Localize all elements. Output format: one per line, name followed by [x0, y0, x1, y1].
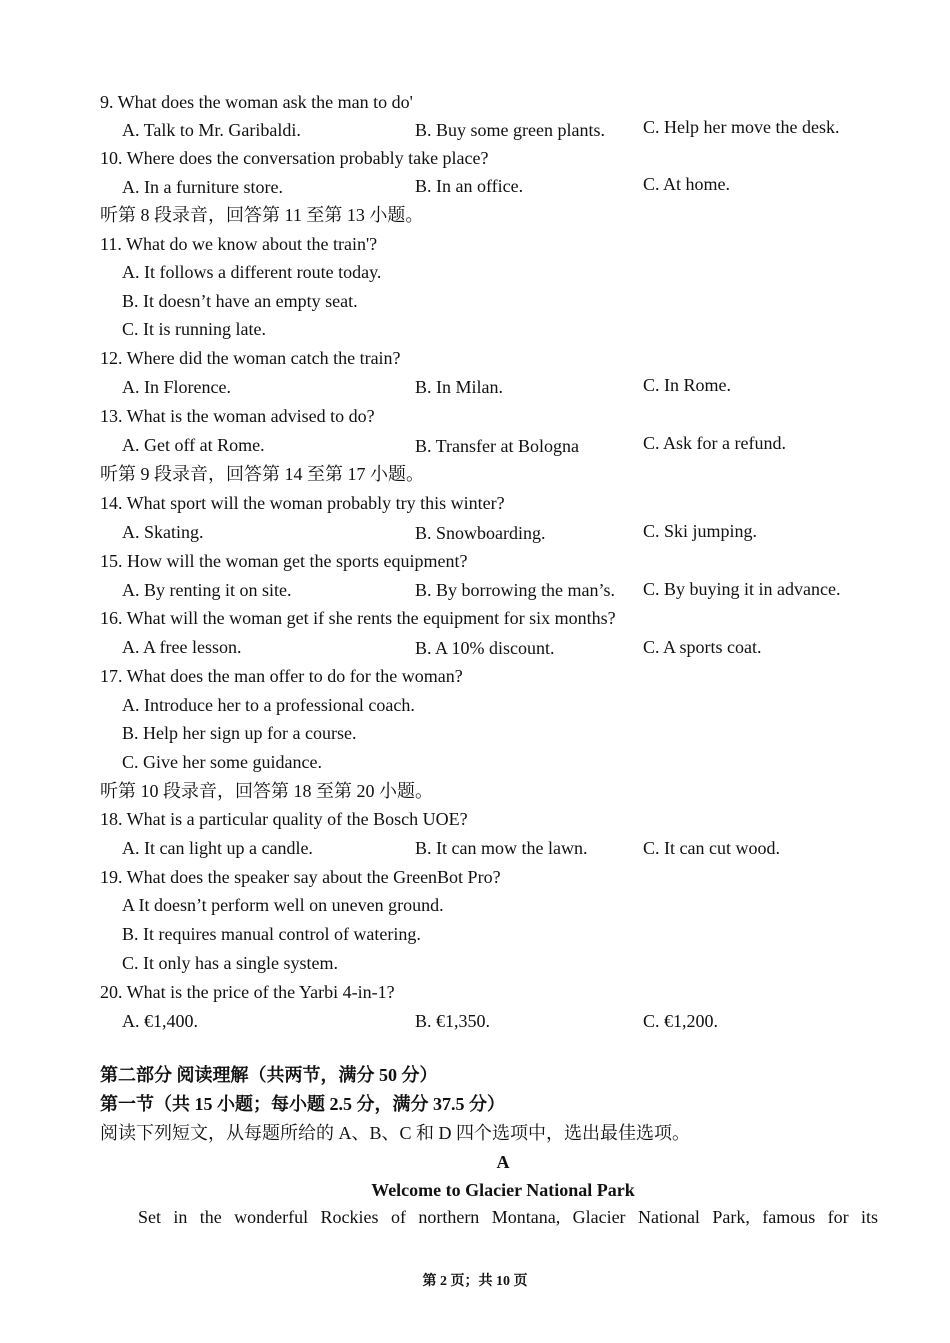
- question-9-stem: 9. What does the woman ask the man to do': [100, 92, 413, 112]
- section-10-heading: 听第 10 段录音，回答第 18 至第 20 小题。: [100, 781, 433, 801]
- question-14-stem: 14. What sport will the woman probably try this winter?: [100, 493, 505, 513]
- passage-first-line: Set in the wonderful Rockies of northern Montana, Glacier National Park, famous for its: [138, 1207, 878, 1227]
- question-11-option-b: B. It doesn’t have an empty seat.: [122, 291, 358, 311]
- question-10-stem: 10. Where does the conversation probably take place?: [100, 148, 489, 168]
- question-15-option-b: B. By borrowing the man’s.: [415, 580, 615, 600]
- question-10-option-c: C. At home.: [643, 174, 731, 194]
- question-16-option-a: A. A free lesson.: [122, 637, 242, 657]
- section-9-heading: 听第 9 段录音，回答第 14 至第 17 小题。: [100, 464, 424, 484]
- question-12-stem: 12. Where did the woman catch the train?: [100, 348, 401, 368]
- question-9-option-a: A. Talk to Mr. Garibaldi.: [122, 120, 301, 140]
- question-18-stem: 18. What is a particular quality of the Bosch UOE?: [100, 809, 468, 829]
- question-20-option-c: C. €1,200.: [643, 1011, 719, 1031]
- reading-section-title: 第一节（共 15 小题；每小题 2.5 分，满分 37.5 分）: [100, 1094, 505, 1114]
- passage-title: Welcome to Glacier National Park: [371, 1180, 635, 1200]
- question-17-stem: 17. What does the man offer to do for the woman?: [100, 666, 463, 686]
- question-13-option-b: B. Transfer at Bologna: [415, 436, 579, 456]
- question-16-stem: 16. What will the woman get if she rents the equipment for six months?: [100, 608, 616, 628]
- question-20-option-b: B. €1,350.: [415, 1011, 491, 1031]
- question-15-stem: 15. How will the woman get the sports equipment?: [100, 551, 468, 571]
- question-19-option-b: B. It requires manual control of watering.: [122, 924, 421, 944]
- question-10-option-a: A. In a furniture store.: [122, 177, 283, 197]
- question-15-option-c: C. By buying it in advance.: [643, 579, 841, 599]
- question-19-option-c: C. It only has a single system.: [122, 953, 338, 973]
- question-17-option-b: B. Help her sign up for a course.: [122, 723, 357, 743]
- question-10-option-b: B. In an office.: [415, 176, 524, 196]
- question-9-option-c: C. Help her move the desk.: [643, 117, 840, 137]
- question-16-option-c: C. A sports coat.: [643, 637, 762, 657]
- question-13-option-a: A. Get off at Rome.: [122, 435, 265, 455]
- question-19-stem: 19. What does the speaker say about the GreenBot Pro?: [100, 867, 501, 887]
- question-19-option-a: A It doesn’t perform well on uneven ground.: [122, 895, 444, 915]
- question-13-option-c: C. Ask for a refund.: [643, 433, 786, 453]
- question-9-option-b: B. Buy some green plants.: [415, 120, 605, 140]
- question-18-option-b: B. It can mow the lawn.: [415, 838, 588, 858]
- passage-letter: A: [496, 1152, 510, 1172]
- question-17-option-c: C. Give her some guidance.: [122, 752, 322, 772]
- question-18-option-a: A. It can light up a candle.: [122, 838, 313, 858]
- reading-part-title: 第二部分 阅读理解（共两节，满分 50 分）: [100, 1065, 438, 1085]
- question-12-option-c: C. In Rome.: [643, 375, 731, 395]
- question-20-option-a: A. €1,400.: [122, 1011, 198, 1031]
- reading-instructions: 阅读下列短文，从每题所给的 A、B、C 和 D 四个选项中，选出最佳选项。: [100, 1123, 691, 1143]
- question-14-option-a: A. Skating.: [122, 522, 204, 542]
- question-14-option-c: C. Ski jumping.: [643, 521, 758, 541]
- question-13-stem: 13. What is the woman advised to do?: [100, 406, 375, 426]
- section-8-heading: 听第 8 段录音，回答第 11 至第 13 小题。: [100, 205, 424, 225]
- question-12-option-b: B. In Milan.: [415, 377, 503, 397]
- question-11-option-a: A. It follows a different route today.: [122, 262, 382, 282]
- question-20-stem: 20. What is the price of the Yarbi 4-in-1?: [100, 982, 395, 1002]
- question-11-stem: 11. What do we know about the train'?: [100, 234, 378, 254]
- question-18-option-c: C. It can cut wood.: [643, 838, 780, 858]
- question-15-option-a: A. By renting it on site.: [122, 580, 292, 600]
- question-17-option-a: A. Introduce her to a professional coach.: [122, 695, 415, 715]
- question-16-option-b: B. A 10% discount.: [415, 638, 555, 658]
- question-11-option-c: C. It is running late.: [122, 319, 266, 339]
- question-12-option-a: A. In Florence.: [122, 377, 231, 397]
- question-14-option-b: B. Snowboarding.: [415, 523, 546, 543]
- page-footer: 第 2 页；共 10 页: [422, 1274, 528, 1289]
